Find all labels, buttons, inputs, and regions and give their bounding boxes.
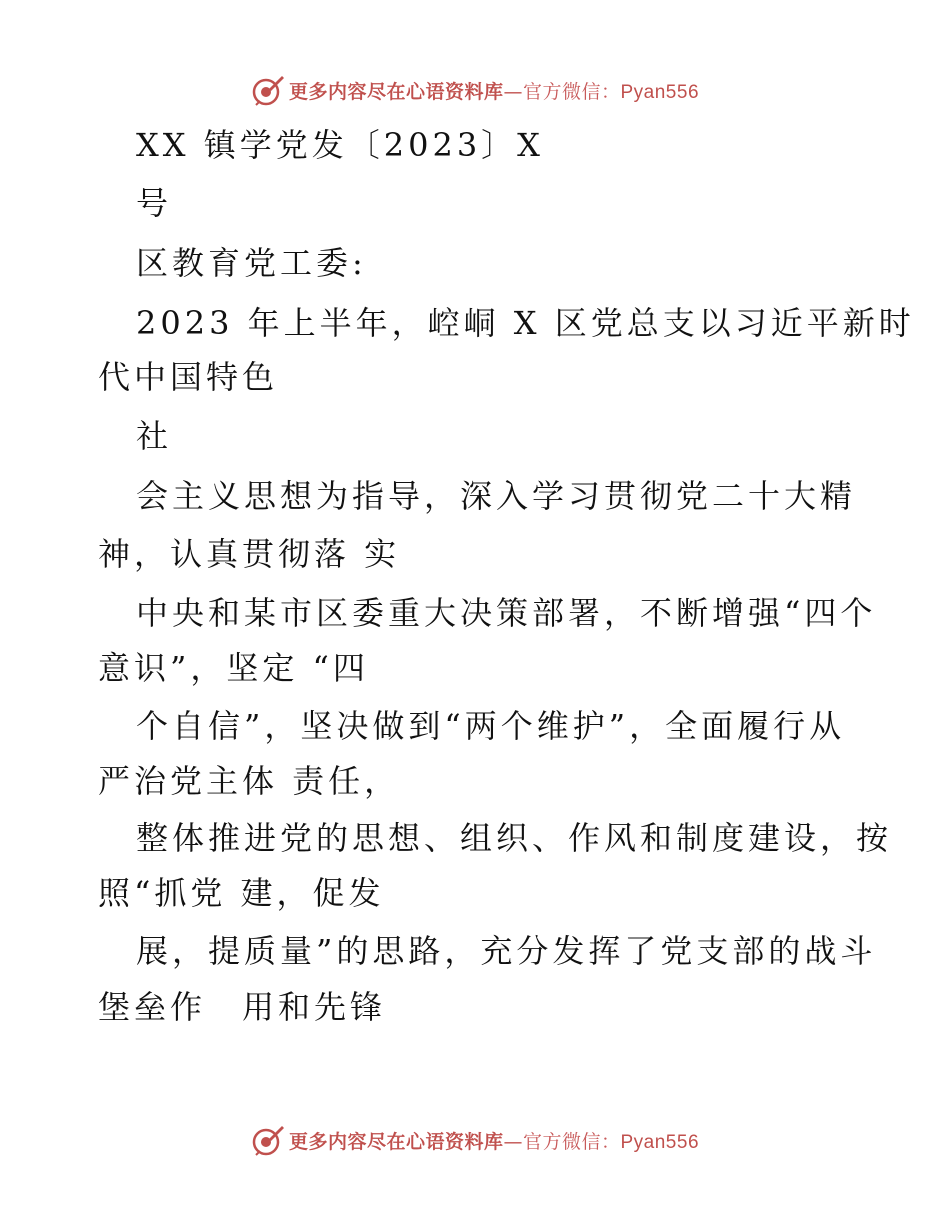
doc-line-4: 2023 年上半年，崆峒 X 区党总支以习近平新时 bbox=[136, 304, 915, 342]
doc-line-14: 照“抓党 建，促发 bbox=[98, 874, 385, 912]
watermark-separator: — bbox=[503, 1130, 523, 1153]
doc-line-16: 堡垒作 用和先锋 bbox=[98, 988, 387, 1026]
doc-line-11: 个自信”，坚决做到“两个维护”，全面履行从 bbox=[136, 707, 846, 745]
doc-line-10: 意识”，坚定 “四 bbox=[98, 649, 369, 687]
pen-logo-icon bbox=[251, 1123, 285, 1157]
doc-line-1: XX 镇学党发〔2023〕X bbox=[136, 126, 544, 164]
watermark-wechat-label: 官方微信： bbox=[522, 80, 621, 103]
watermark-header bbox=[0, 70, 950, 110]
watermark-text bbox=[289, 1127, 699, 1154]
doc-line-5: 代中国特色 bbox=[98, 358, 279, 396]
pen-logo-icon bbox=[251, 73, 285, 107]
doc-line-8: 神，认真贯彻落 实 bbox=[98, 535, 401, 573]
watermark-text bbox=[289, 77, 699, 104]
doc-line-2: 号 bbox=[136, 184, 173, 222]
watermark-main: 更多内容尽在心语资料库 bbox=[288, 1130, 504, 1153]
doc-line-6: 社 bbox=[136, 417, 173, 455]
doc-line-15: 展，提质量”的思路，充分发挥了党支部的战斗 bbox=[136, 932, 877, 970]
watermark-wechat-id: Pyan556 bbox=[620, 81, 700, 103]
watermark-main: 更多内容尽在心语资料库 bbox=[288, 80, 504, 103]
doc-line-9: 中央和某市区委重大决策部署，不断增强“四个 bbox=[136, 594, 877, 632]
watermark-wechat-label: 官方微信： bbox=[522, 1130, 621, 1153]
watermark-separator: — bbox=[503, 80, 523, 103]
watermark-footer bbox=[0, 1120, 950, 1160]
doc-line-12: 严治党主体 责任， bbox=[98, 762, 401, 800]
doc-line-3: 区教育党工委: bbox=[136, 244, 367, 282]
doc-line-13: 整体推进党的思想、组织、作风和制度建设，按 bbox=[136, 819, 893, 857]
watermark-wechat-id: Pyan556 bbox=[620, 1131, 700, 1153]
doc-line-7: 会主义思想为指导，深入学习贯彻党二十大精 bbox=[136, 477, 857, 515]
